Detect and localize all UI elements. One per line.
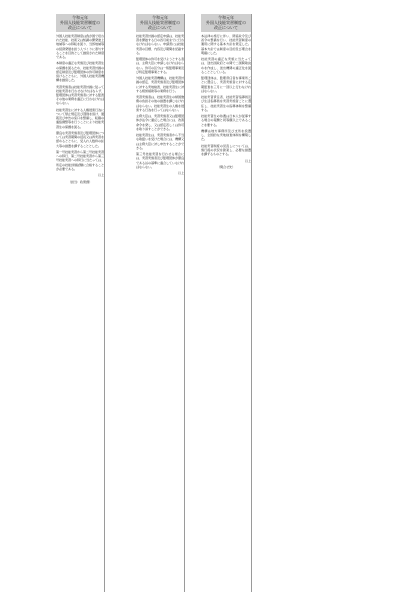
column-header-line: 改正について: [214, 25, 238, 30]
paragraph: 外国人技能実習機構は、技能実習計画の認定、実習実施者及び監理団体に対する実地検査、技能実習生に対する相談援助等の業務を行う。: [136, 76, 184, 93]
column-body: [136, 34, 184, 175]
paragraph: 主務大臣は、実習実施者又は監理団体が法令に違反した場合には、改善命令を発し、又は認定若しくは許可を取り消すことができる。: [136, 114, 184, 131]
paragraph: 実習実施者は、技能実習生の帰国旅費の負担その他の措置を講じなければならない。技能実習生の人権を侵害する行為を行ってはならない。: [136, 95, 184, 112]
column-header-line: 外国人技能実習制度の: [60, 20, 100, 25]
paragraph: 技能実習責任者、技能実習指導員及び生活指導員を実習実施者ごとに選任し、技能実習生の指導体制を整備する。: [201, 95, 251, 112]
paragraph: 技能実習制度の見直しについては、施行後の状況を勘案し、必要な措置を講ずるものとする。: [201, 143, 251, 157]
paragraph: 監理団体は、監理責任者を事業所ごとに選任し、実習実施者に対する定期監査を三月に一回以上行わなければならない。: [201, 76, 251, 93]
paragraph: 優良な実習実施者及び監理団体については実習期間の延長又は再実習を認めるとともに、受入れ人数枠の拡大等の措置を講ずることとした。: [56, 131, 104, 148]
paragraph: 外国人技能実習制度は我が国で培われた技能、技術又は知識の開発途上地域等への移転を図り、当該地域等の経済発展を担う人づくりに寄与することを目的として創設された制度である。: [56, 34, 104, 60]
text-column-2: [136, 14, 185, 592]
column-header-line: 令和元年: [218, 15, 234, 20]
paragraph: 本法律の施行に伴い、関係政令及び省令の整備を行い、技能実習制度の運用に関する基本方針を策定した。基本方針では制度の目的及び理念を明確にした。: [201, 34, 251, 55]
paragraph: 第一号技能実習から第二号技能実習への移行、第二号技能実習から第三号技能実習への移行に当たっては、所定の技能評価試験に合格することが必要である。: [56, 150, 104, 171]
paragraph: 以上: [98, 173, 104, 178]
column-header-line: 改正について: [68, 25, 92, 30]
paragraph: 技能実習生に対する人権侵害行為について禁止規定及び罰則を設け、通報及び申告の窓口を整備し、転籍の連絡調整等を行うことにより技能実習生の保護を図る。: [56, 107, 104, 129]
column-header-line: 外国人技能実習制度の: [206, 20, 246, 25]
column-header-line: 改正について: [148, 25, 172, 30]
paragraph: 技能実習生の待遇は日本人が従事する場合の報酬と同等額以上であることを要する。: [201, 114, 251, 127]
paragraph: 技能実習生は、実習実施者から不当な取扱いを受けた場合には、機構又は主務大臣に対し申告することができる。: [136, 133, 184, 150]
column-header: [201, 14, 251, 32]
column-body: [201, 34, 251, 169]
paragraph: 機構は地方事務所及び支所を設置し、全国的な実地検査体制を構築した。: [201, 129, 251, 142]
paragraph: 以上: [245, 158, 251, 163]
column-body: [56, 34, 104, 184]
column-header-line: 令和元年: [152, 15, 168, 20]
column-header-line: 令和元年: [72, 15, 88, 20]
paragraph: （問合せ先）: [217, 164, 235, 169]
paragraph: 技能実習の適正な実施に当たっては、送出国政府との間で二国間取決めを作成し、送出機関の適正化を図ることとしている。: [201, 57, 251, 74]
column-header: [136, 14, 184, 32]
column-header-line: 外国人技能実習制度の: [140, 20, 180, 25]
text-column-1: [56, 14, 105, 592]
paragraph: 技能実習計画の認定申請は、技能実習を開始する日の四月前までに行わなければならない。申請書には技能実習の目標、内容及び期間を記載する。: [136, 34, 184, 55]
column-header: [56, 14, 104, 32]
text-column-3: [201, 14, 252, 592]
paragraph: 以上: [178, 171, 184, 176]
paragraph: （担当：政策課）: [68, 179, 92, 184]
paragraph: 本制度の適正な実施及び技能実習生の保護を図るため、技能実習計画の認定制度及び監理団体の許可制度を設けるとともに、外国人技能実習機構を創設した。: [56, 61, 104, 83]
paragraph: 第三号技能実習を行わせる場合には、実習実施者及び監理団体が優良である旨の基準に適合していなければならない。: [136, 152, 184, 169]
paragraph: 監理団体の許可を受けようとする者は、主務大臣に申請しなければならない。許可の区分は一般監理事業及び特定監理事業とする。: [136, 57, 184, 74]
paragraph: 実習実施者は技能実習計画に従って技能実習を行わせなければならず、監理団体は実習実施者に対する監査その他の業務を適正に行わなければならない。: [56, 84, 104, 106]
